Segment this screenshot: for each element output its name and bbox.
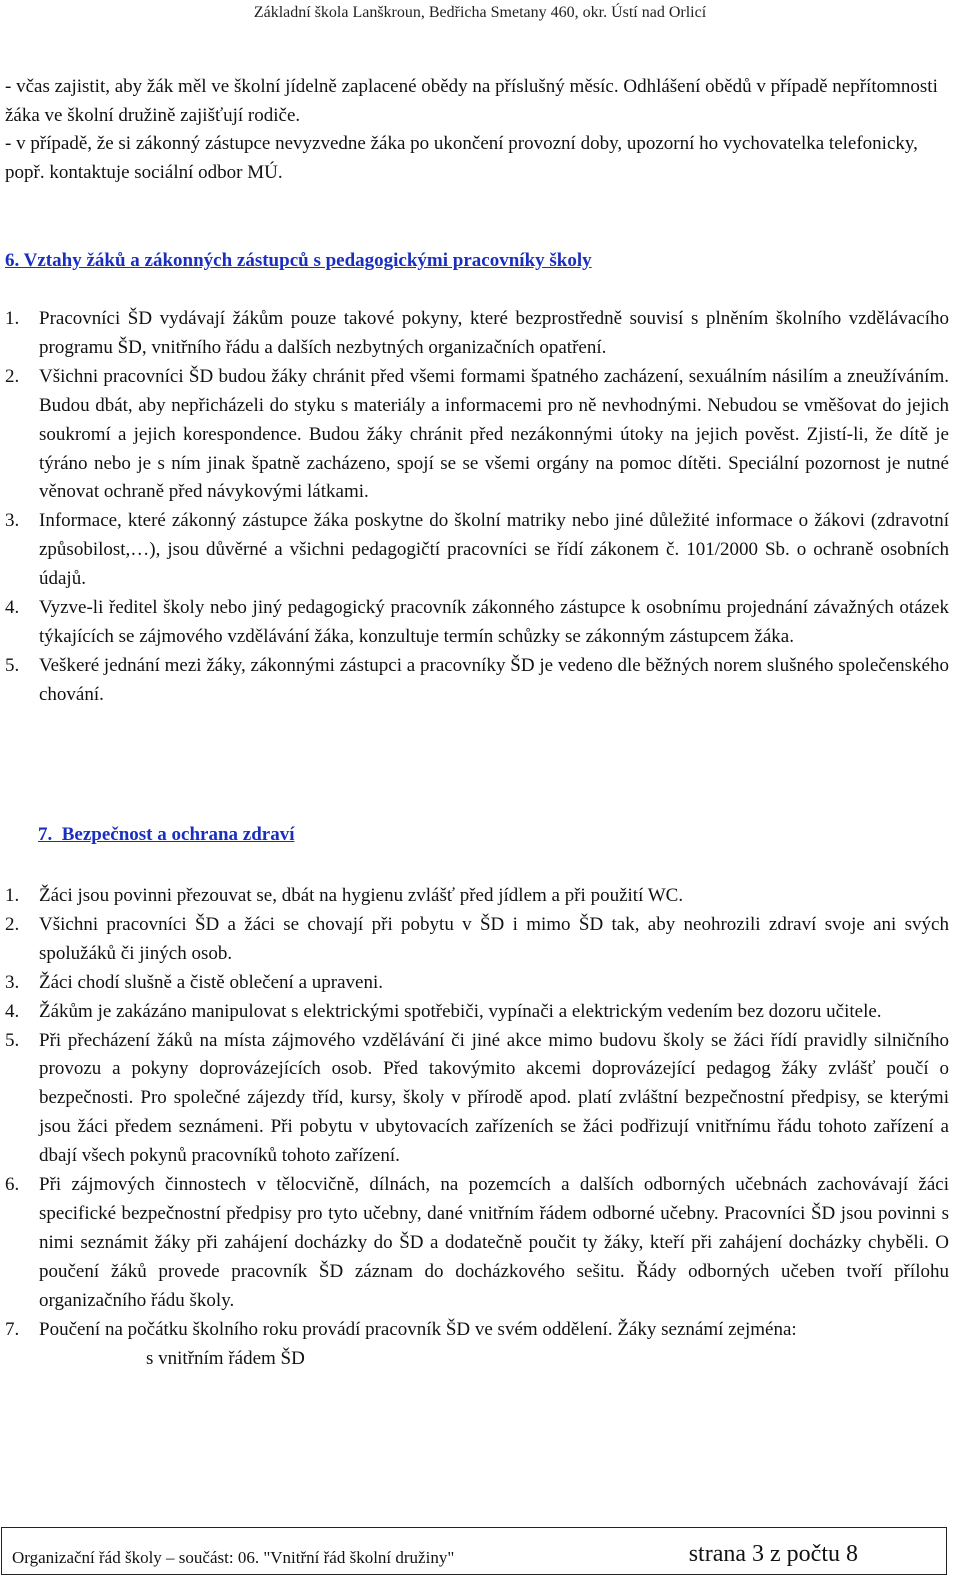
item-text: Žáci jsou povinni přezouvat se, dbát na hygienu zvlášť před jídlem a při použití WC. bbox=[39, 885, 684, 906]
list-item bbox=[5, 969, 949, 998]
item-number: 2. bbox=[5, 913, 20, 935]
item-number: 1. bbox=[5, 308, 20, 329]
intro-paragraph-pickup: - v případě, že si zákonný zástupce nevyzvedne žáka po ukončení provozní doby, upozorní ho vychovatelka telefonicky, popř. kontaktuje sociální odbor MÚ. bbox=[5, 133, 918, 183]
item-number: 3. bbox=[5, 510, 20, 532]
list-item bbox=[5, 1027, 949, 1172]
list-item bbox=[5, 305, 949, 363]
page-header: Základní škola Lanškroun, Bedřicha Smetany 460, okr. Ústí nad Orlicí bbox=[253, 4, 707, 21]
section-7-title: Bezpečnost a ochrana zdraví bbox=[61, 824, 295, 845]
section-6-heading: 6. Vztahy žáků a zákonných zástupců s pedagogickými pracovníky školy bbox=[5, 250, 592, 271]
list-item bbox=[5, 998, 949, 1027]
item-number: 6. bbox=[5, 1174, 20, 1196]
section-7-list bbox=[5, 882, 949, 1373]
list-item bbox=[5, 594, 949, 652]
list-item bbox=[5, 882, 949, 911]
list-item bbox=[5, 911, 949, 969]
footer-document-title: Organizační řád školy – součást: 06. "Vnitřní řád školní družiny" bbox=[12, 1548, 455, 1567]
item-text: Pracovníci ŠD vydávají žákům pouze takové pokyny, které bezprostředně souvisí s plněním školního vzdělávacího programu ŠD, vnitřního řádu a dalších nezbytných organizačních opatření. bbox=[39, 308, 949, 358]
list-item bbox=[5, 1171, 949, 1316]
item-subline: s vnitřním řádem ŠD bbox=[146, 1347, 305, 1369]
item-number: 5. bbox=[5, 1029, 20, 1051]
intro-text bbox=[5, 73, 950, 187]
item-text: Žáci chodí slušně a čistě oblečení a upraveni. bbox=[39, 971, 383, 993]
list-item bbox=[5, 507, 949, 594]
page-footer bbox=[1, 1527, 947, 1575]
section-6-list bbox=[5, 305, 949, 710]
section-7-heading bbox=[38, 824, 294, 846]
footer-page-number: strana 3 z počtu 8 bbox=[688, 1541, 858, 1567]
item-number: 1. bbox=[5, 885, 20, 906]
item-text: Informace, které zákonný zástupce žáka poskytne do školní matriky nebo jiné důležité informace o žákovi (zdravotní způsobilost,…), jsou důvěrné a všichni pedagogičtí pracovníci se řídí zákonem č. 101/2000 Sb. o ochraně osobních údajů. bbox=[39, 510, 949, 590]
item-number: 4. bbox=[5, 597, 20, 619]
item-number: 2. bbox=[5, 365, 20, 387]
intro-paragraph-lunch: - včas zajistit, aby žák měl ve školní jídelně zaplacené obědy na příslušný měsíc. Odhlášení obědů v případě nepřítomnosti žáka ve školní družině zajišťují rodiče. bbox=[5, 76, 938, 126]
item-number: 5. bbox=[5, 654, 20, 676]
item-text: Při přecházení žáků na místa zájmového vzdělávání či jiné akce mimo budovu školy se žáci řídí pravidly silničního provozu a pokyny doprovázejících osob. Před takovýmito akcemi doprovázející pedagog žáky zvlášť poučí o bezpečnosti. Pro společné zájezdy tříd, kursy, školy v přírodě apod. platí zvláštní bezpečnostní předpisy, se kterými jsou žáci předem seznámeni. Při pobytu v ubytovacích zařízeních se žáci podřizují vnitřnímu řádu tohoto zařízení a dbají všech pokynů pracovníků tohoto zařízení. bbox=[39, 1029, 949, 1167]
item-number: 7. bbox=[5, 1318, 20, 1340]
item-text: Všichni pracovníci ŠD budou žáky chránit před všemi formami špatného zacházení, sexuálním násilím a zneužíváním. Budou dbát, aby nepřicházeli do styku s materiály a informacemi pro ně nevhodnými. Nebudou se vměšovat do jejich soukromí a jejich korespondence. Budou žáky chránit před nezákonnými útoky na jejich pověst. Zjistí-li, že dítě je týráno nebo je s ním jinak špatně zacházeno, spojí se se všemi orgány na pomoc dítěti. Speciální pozornost je nutné věnovat ochraně před návykovými látkami. bbox=[39, 365, 949, 503]
item-text: Žákům je zakázáno manipulovat s elektrickými spotřebiči, vypínači a elektrickým vedením bez dozoru učitele. bbox=[39, 1000, 882, 1022]
item-text: Poučení na počátku školního roku provádí pracovník ŠD ve svém oddělení. Žáky seznámí zejména: bbox=[39, 1318, 797, 1340]
item-text: Vyzve-li ředitel školy nebo jiný pedagogický pracovník zákonného zástupce k osobnímu projednání závažných otázek týkajících se zájmového vzdělávání žáka, konzultuje termín schůzky se zákonným zástupcem žáka. bbox=[39, 597, 949, 647]
item-text: Veškeré jednání mezi žáky, zákonnými zástupci a pracovníky ŠD je vedeno dle běžných norem slušného společenského chování. bbox=[39, 654, 949, 705]
item-number: 3. bbox=[5, 971, 20, 993]
item-text: Všichni pracovníci ŠD a žáci se chovají při pobytu v ŠD i mimo ŠD tak, aby neohrozili zdraví svoje ani svých spolužáků či jiných osob. bbox=[39, 913, 949, 964]
item-number: 4. bbox=[5, 1000, 20, 1022]
list-item bbox=[5, 652, 949, 710]
section-7-number: 7. bbox=[38, 824, 53, 845]
list-item bbox=[5, 1316, 949, 1374]
item-text: Při zájmových činnostech v tělocvičně, dílnách, na pozemcích a dalších odborných učebnách zachovávají žáci specifické bezpečnostní předpisy pro tyto učebny, dané vnitřním řádem odborné učebny. Pracovníci ŠD jsou povinni s nimi seznámit žáky při zahájení docházky do ŠD a dodatečně poučit ty žáky, kteří při zahájení docházky chyběli. O poučení žáků provede pracovník ŠD záznam do docházkového sešitu. Řády odborných učeben tvoří přílohu organizačního řádu školy. bbox=[39, 1174, 949, 1311]
list-item bbox=[5, 363, 949, 508]
